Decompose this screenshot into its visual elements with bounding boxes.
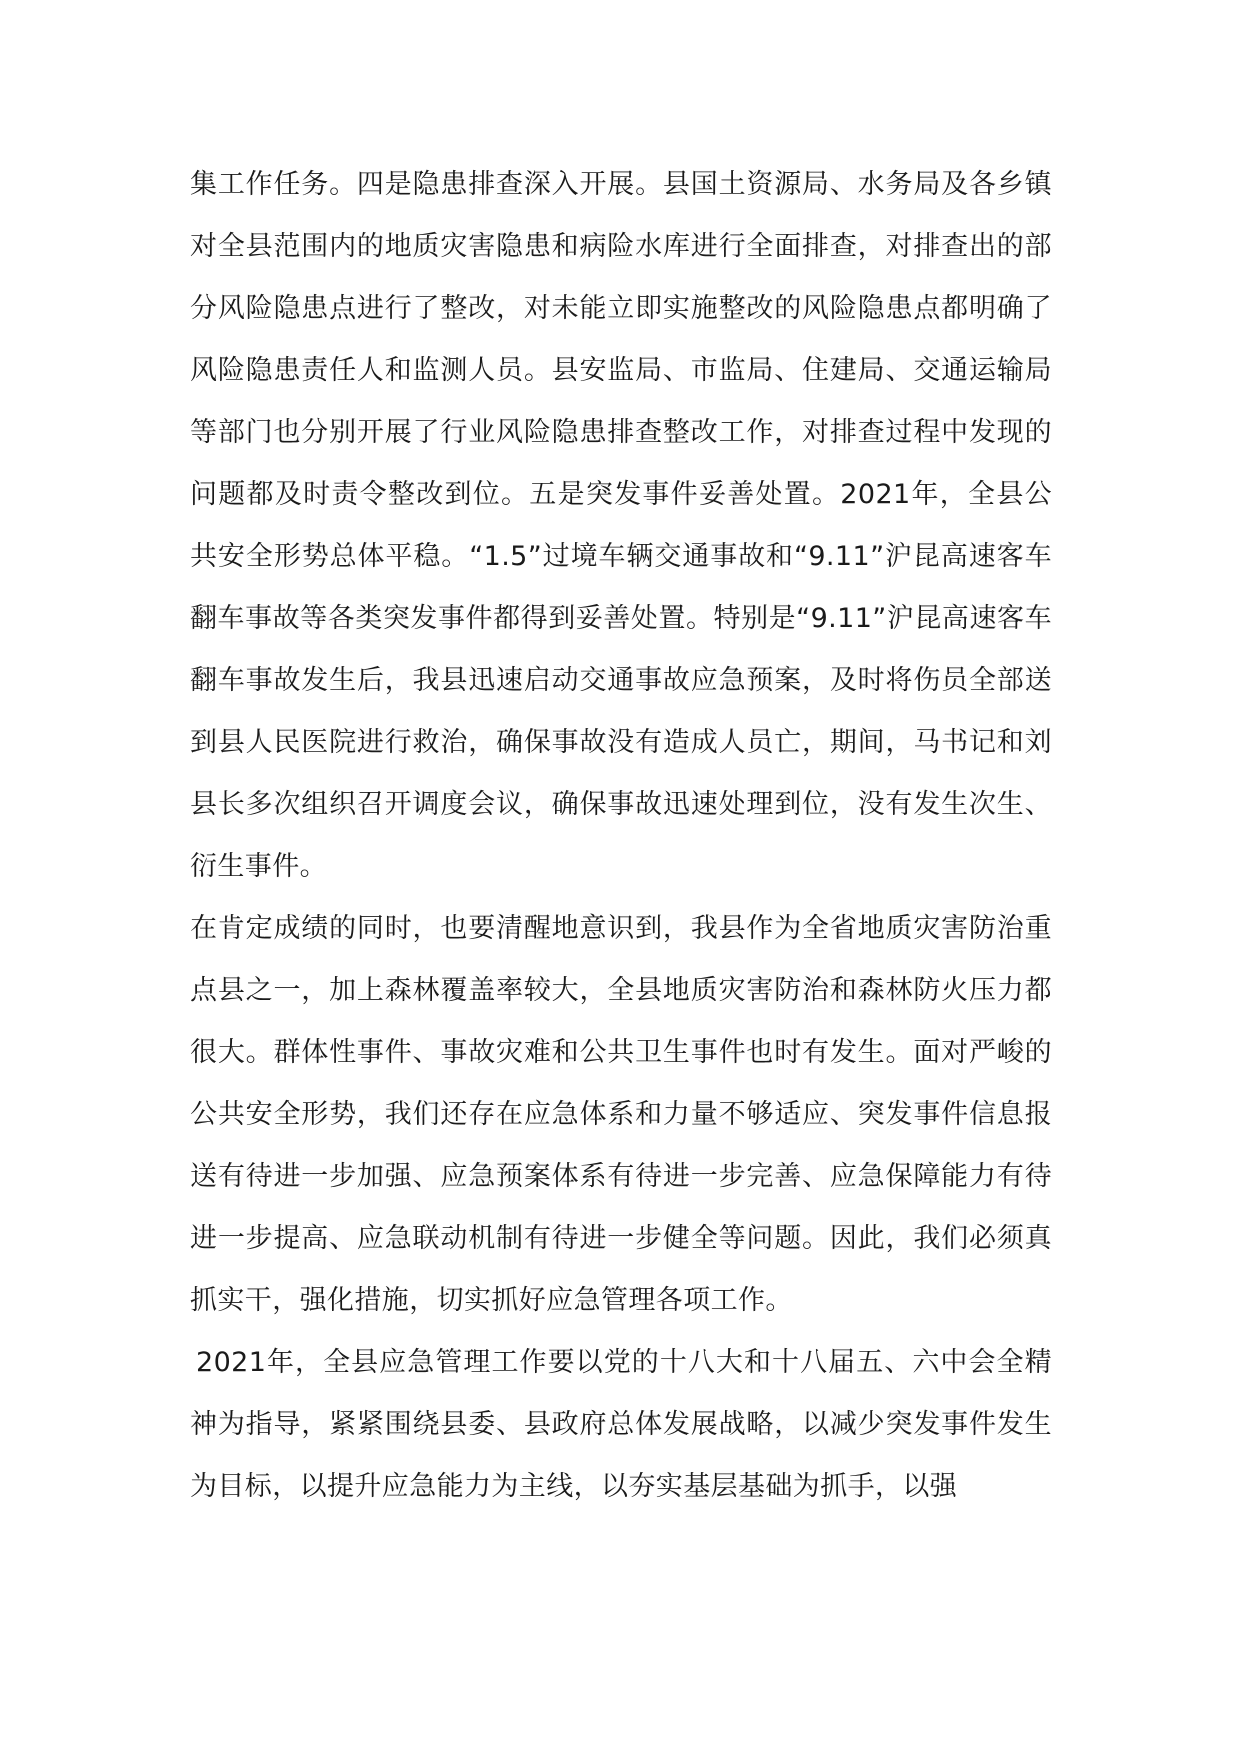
paragraph-1: 集工作任务。四是隐患排查深入开展。县国土资源局、水务局及各乡镇对全县范围内的地质灾害隐患和病险水库进行全面排查，对排查出的部分风险隐患点进行了整改，对未能立即实施整改的风险隐患点都明确了风险隐患责任人和监测人员。县安监局、市监局、住建局、交通运输局等部门也分别开展了行业风险隐患排查整改工作，对排查过程中发现的问题都及时责令整改到位。五是突发事件妥善处置。2021年，全县公共安全形势总体平稳。“1.5”过境车辆交通事故和“9.11”沪昆高速客车翻车事故等各类突发事件都得到妥善处置。特别是“9.11”沪昆高速客车翻车事故发生后，我县迅速启动交通事故应急预案，及时将伤员全部送到县人民医院进行救治，确保事故没有造成人员亡，期间，马书记和刘县长多次组织召开调度会议，确保事故迅速处理到位，没有发生次生、衍生事件。 bbox=[190, 169, 1052, 882]
paragraph-2: 在肯定成绩的同时，也要清醒地意识到，我县作为全省地质灾害防治重点县之一，加上森林覆盖率较大，全县地质灾害防治和森林防火压力都很大。群体性事件、事故灾难和公共卫生事件也时有发生。面对严峻的公共安全形势，我们还存在应急体系和力量不够适应、突发事件信息报送有待进一步加强、应急预案体系有待进一步完善、应急保障能力有待进一步提高、应急联动机制有待进一步健全等问题。因此，我们必须真抓实干，强化措施，切实抓好应急管理各项工作。 bbox=[190, 913, 1052, 1316]
paragraph-3: 2021年，全县应急管理工作要以党的十八大和十八届五、六中会全精神为指导，紧紧围绕县委、县政府总体发展战略，以减少突发事件发生为目标，以提升应急能力为主线，以夯实基层基础为抓手，以强 bbox=[190, 1347, 1052, 1502]
document-body bbox=[190, 154, 1052, 1518]
